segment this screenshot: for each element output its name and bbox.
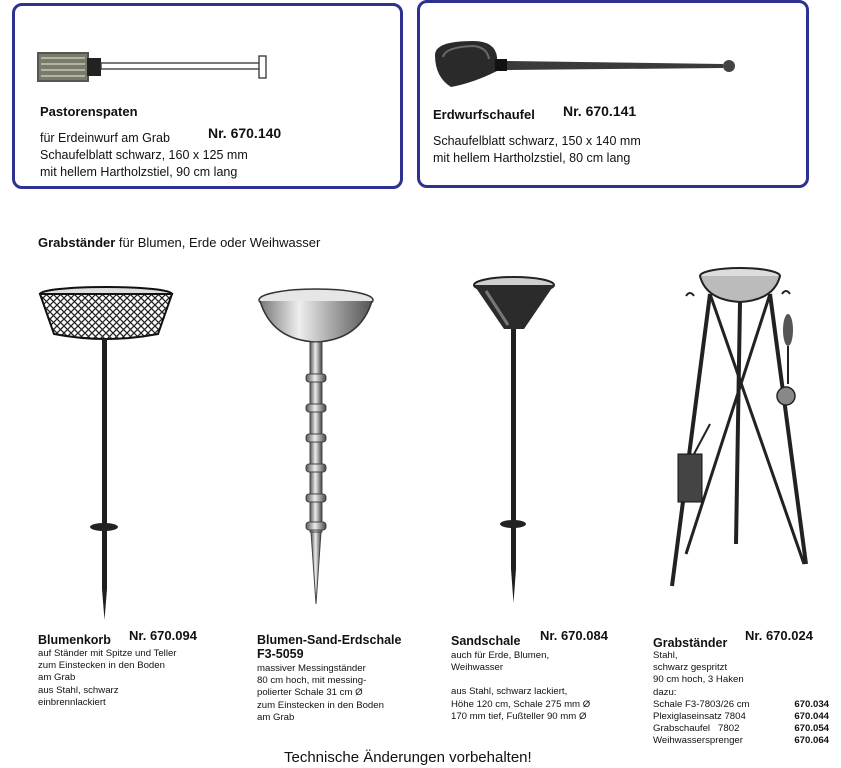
- product-desc: [433, 133, 641, 167]
- product-number: Nr. 670.024: [745, 628, 813, 643]
- erdwurfschaufel-image: [433, 37, 743, 97]
- section-heading: [38, 235, 320, 250]
- desc-line: Höhe 120 cm, Schale 275 mm Ø: [451, 698, 591, 710]
- desc-line: Schaufelblatt schwarz, 150 x 140 mm: [433, 134, 641, 148]
- product-desc: [257, 663, 384, 724]
- product-name: Pastorenspaten: [40, 104, 138, 119]
- desc-line: zum Einstecken in den Boden: [38, 660, 165, 672]
- desc-line: 80 cm hoch, mit messing-: [257, 675, 367, 687]
- desc-line: 90 cm hoch, 3 Haken: [653, 674, 744, 686]
- desc-line: dazu:: [653, 686, 677, 698]
- product-desc: [653, 650, 829, 748]
- desc-line: Stahl,: [653, 650, 678, 661]
- product-name: Sandschale: [451, 634, 521, 648]
- product-desc: [38, 648, 176, 709]
- footer-note: Technische Änderungen vorbehalten!: [284, 749, 532, 766]
- desc-line: polierter Schale 31 cm Ø: [257, 687, 363, 699]
- desc-line: massiver Messingständer: [257, 663, 366, 674]
- desc-line: 170 mm tief, Fußteller 90 mm Ø: [451, 710, 587, 722]
- accessory-row: [653, 735, 829, 747]
- product-name: [257, 633, 401, 661]
- accessory-label: Schale F3-7803/26 cm: [653, 698, 750, 710]
- desc-line: aus Stahl, schwarz: [38, 684, 119, 696]
- desc-line: auch für Erde, Blumen,: [451, 650, 550, 661]
- accessory-code: 670.064: [794, 735, 829, 747]
- desc-line: mit hellem Hartholzstiel, 90 cm lang: [40, 165, 238, 179]
- product-desc: [451, 650, 590, 723]
- product-number: Nr. 670.140: [208, 125, 282, 141]
- product-number: Nr. 670.084: [540, 628, 608, 643]
- blumen-sand-erdschale-image: [256, 284, 386, 614]
- accessory-row: [653, 723, 829, 735]
- accessory-label: Grabschaufel 7802: [653, 723, 740, 735]
- product-number: Nr. 670.141: [563, 103, 637, 119]
- product-desc: [40, 130, 248, 181]
- product-name-line: F3-5059: [257, 647, 304, 661]
- product-name-line: Blumen-Sand-Erdschale: [257, 633, 402, 647]
- accessory-label: Plexiglaseinsatz 7804: [653, 711, 746, 723]
- product-name: Blumenkorb: [38, 633, 111, 647]
- desc-line: schwarz gespritzt: [653, 662, 728, 674]
- desc-line: [451, 674, 590, 686]
- blumenkorb-image: [36, 284, 176, 624]
- section-heading-bold: Grabständer: [38, 235, 116, 250]
- product-name: Erdwurfschaufel: [433, 107, 535, 122]
- desc-line: für Erdeinwurf am Grab: [40, 131, 170, 145]
- product-box-pastorenspaten: [12, 3, 403, 189]
- product-name: Grabständer: [653, 636, 728, 650]
- desc-line: auf Ständer mit Spitze und Teller: [38, 648, 177, 659]
- accessory-code: 670.054: [794, 723, 829, 735]
- desc-line: einbrennlackiert: [38, 696, 106, 708]
- product-box-erdwurfschaufel: [417, 0, 809, 188]
- desc-line: Weihwasser: [451, 662, 504, 674]
- desc-line: Schaufelblatt schwarz, 160 x 125 mm: [40, 148, 248, 162]
- desc-line: am Grab: [38, 672, 76, 684]
- sandschale-image: [464, 275, 564, 605]
- desc-line: aus Stahl, schwarz lackiert,: [451, 686, 568, 698]
- section-heading-rest: für Blumen, Erde oder Weihwasser: [115, 235, 321, 250]
- desc-line: am Grab: [257, 711, 295, 723]
- accessory-row: [653, 699, 829, 711]
- accessory-code: 670.044: [794, 711, 829, 723]
- product-number: Nr. 670.094: [129, 628, 197, 643]
- accessory-code: 670.034: [794, 698, 829, 710]
- pastorenspaten-image: [37, 44, 277, 94]
- grabstaender-image: [666, 264, 836, 604]
- desc-line: zum Einstecken in den Boden: [257, 699, 384, 711]
- accessory-label: Weihwassersprenger: [653, 735, 743, 747]
- accessory-row: [653, 711, 829, 723]
- desc-line: mit hellem Hartholzstiel, 80 cm lang: [433, 151, 631, 165]
